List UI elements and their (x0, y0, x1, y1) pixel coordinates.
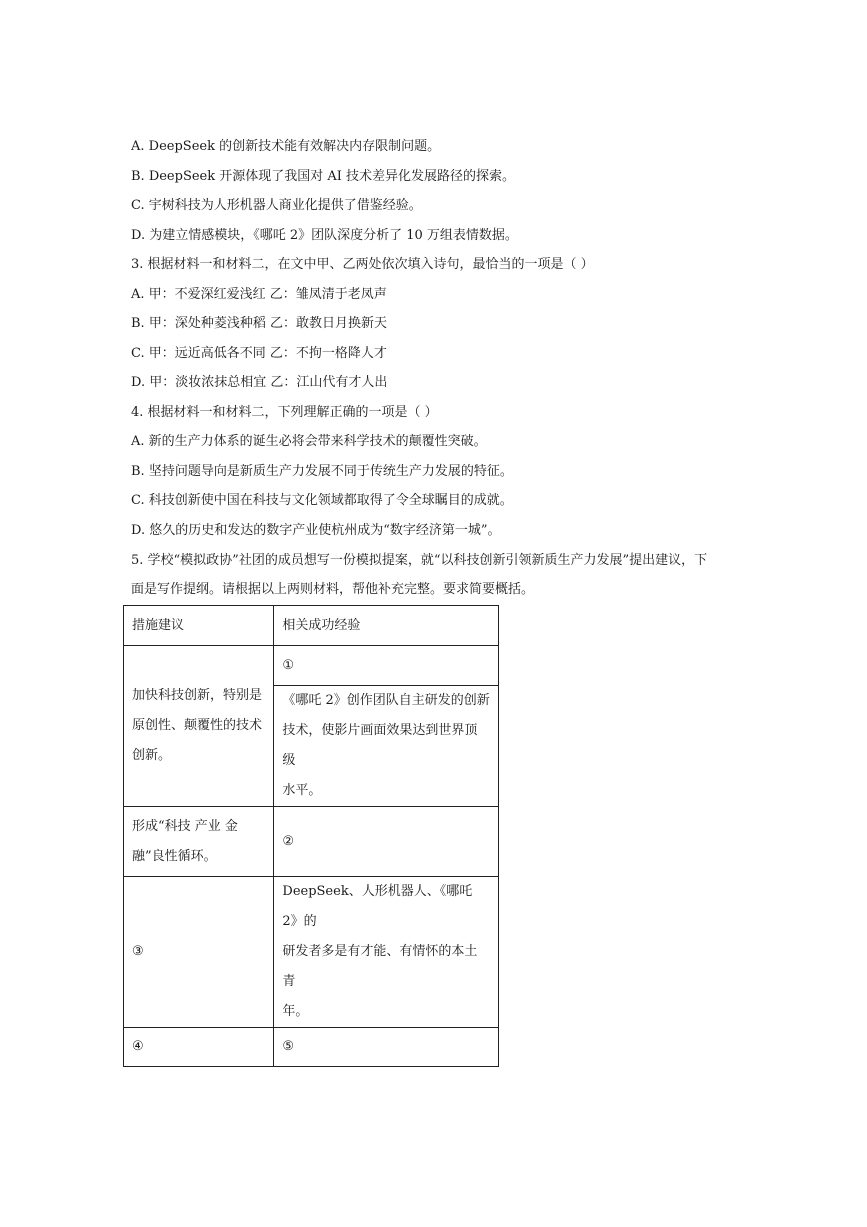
row1-experience-line: 技术，使影片画面效果达到世界顶级 (282, 723, 478, 768)
row2-measure-line: 形成“科技 产业 金 (132, 818, 238, 834)
q3-option-a: A. 甲：不爱深红爱浅红 乙：雏凤清于老凤声 (131, 287, 387, 302)
q3-option-d: D. 甲：淡妆浓抹总相宜 乙：江山代有才人出 (131, 375, 388, 390)
row1-measure-cell (124, 646, 274, 807)
q2-option-d: D. 为建立情感模块，《哪吒 2》团队深度分析了 10 万组表情数据。 (131, 228, 518, 243)
q2-option-c: C. 宇树科技为人形机器人商业化提供了借鉴经验。 (131, 198, 422, 213)
q3-option-c: C. 甲：远近高低各不同 乙：不拘一格降人才 (131, 346, 387, 361)
header-experience: 相关成功经验 (274, 606, 499, 646)
q4-option-d: D. 悠久的历史和发达的数字产业使杭州成为“数字经济第一城”。 (131, 523, 501, 538)
row3-experience-line: 年。 (282, 1004, 309, 1019)
table-row (124, 877, 499, 1028)
table-header-row (124, 606, 499, 646)
row1-experience-line: 《哪吒 2》创作团队自主研发的创新 (282, 693, 490, 708)
blank-3-cell: ③ (124, 877, 274, 1028)
header-measures: 措施建议 (124, 606, 274, 646)
q4-stem: 4. 根据材料一和材料二，下列理解正确的一项是（ ） (131, 405, 438, 420)
row2-measure-line: 融”良性循环。 (132, 848, 217, 864)
table-row (124, 1028, 499, 1067)
row1-measure-line: 原创性、颠覆性的技术 (132, 718, 263, 733)
q3-stem: 3. 根据材料一和材料二，在文中甲、乙两处依次填入诗句，最恰当的一项是（ ） (131, 257, 594, 272)
row1-measure-line: 创新。 (132, 748, 172, 763)
q2-option-b: B. DeepSeek 开源体现了我国对 AI 技术差异化发展路径的探索。 (131, 169, 516, 184)
q4-option-c: C. 科技创新使中国在科技与文化领域都取得了令全球瞩目的成就。 (131, 493, 513, 508)
blank-5-cell: ⑤ (274, 1028, 499, 1067)
q4-option-a: A. 新的生产力体系的诞生必将会带来科学技术的颠覆性突破。 (131, 434, 487, 449)
row2-measure-cell (124, 807, 274, 877)
blank-2-cell: ② (274, 807, 499, 877)
q3-option-b: B. 甲：深处种菱浅种稻 乙：敢教日月换新天 (131, 316, 387, 331)
row3-experience-cell (274, 877, 499, 1028)
row1-experience-line: 水平。 (282, 783, 322, 798)
row3-experience-line: 研发者多是有才能、有情怀的本土青 (282, 944, 478, 989)
table-row (124, 646, 499, 686)
row1-measure-line: 加快科技创新，特别是 (132, 688, 263, 703)
q2-option-a: A. DeepSeek 的创新技术能有效解决内存限制问题。 (131, 139, 441, 154)
blank-4-cell: ④ (124, 1028, 274, 1067)
row3-experience-line: DeepSeek、人形机器人、《哪吒 2》的 (282, 884, 473, 929)
table-row (124, 807, 499, 877)
q4-option-b: B. 坚持问题导向是新质生产力发展不同于传统生产力发展的特征。 (131, 464, 513, 479)
q5-stem-line2: 面是写作提纲。请根据以上两则材料，帮他补充完整。要求简要概括。 (131, 582, 535, 597)
row1-experience-cell (274, 686, 499, 807)
outline-table (123, 605, 499, 1067)
q5-stem-line1: 5. 学校“模拟政协”社团的成员想写一份模拟提案，就“以科技创新引领新质生产力发展”提出建议，下 (131, 553, 708, 568)
blank-1-cell: ① (274, 646, 499, 686)
